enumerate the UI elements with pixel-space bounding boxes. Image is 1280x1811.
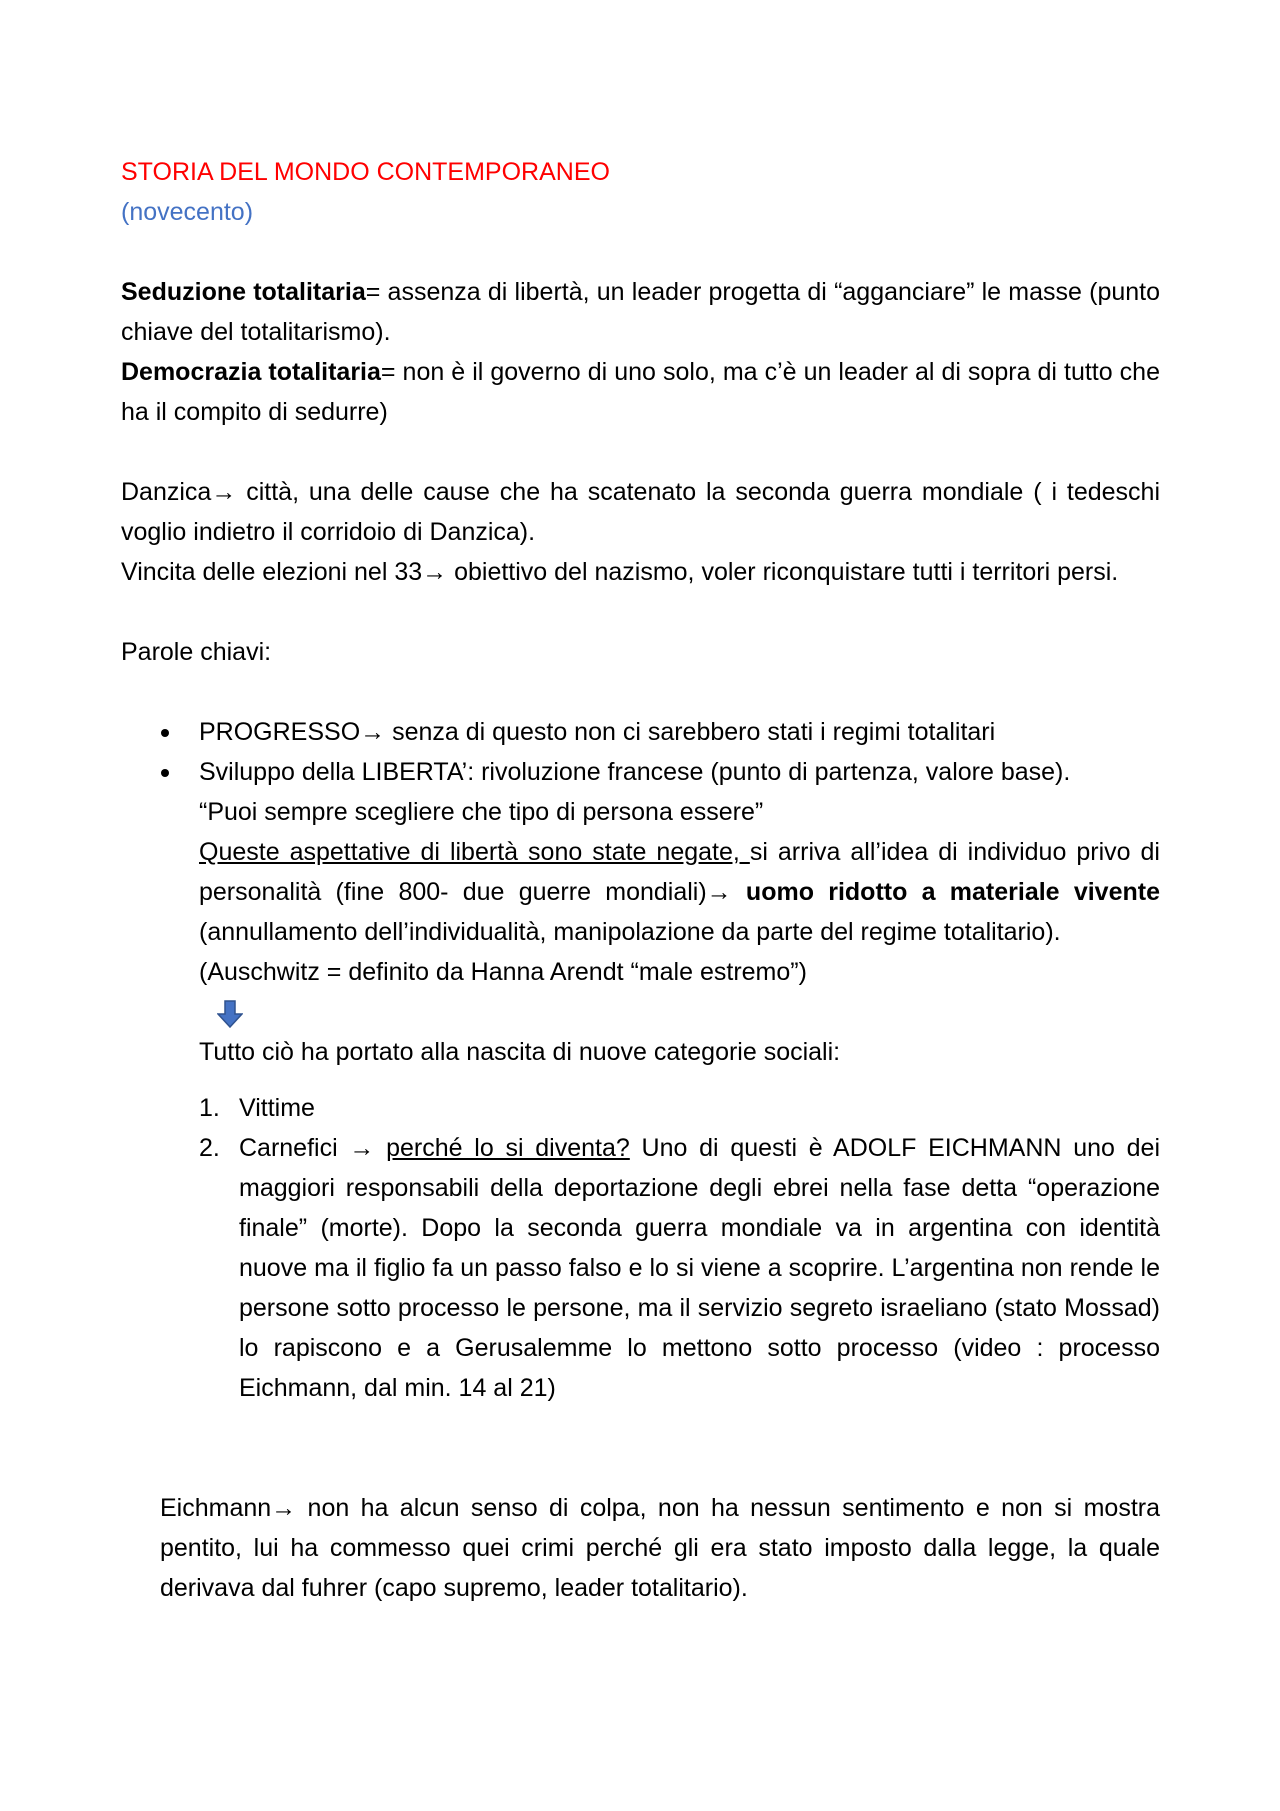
list-lead: Carnefici [239,1134,350,1162]
underlined-text: Queste aspettative di libertà sono state negate, [199,838,750,866]
note-lead: Danzica [121,478,212,506]
list-text: Uno di questi è ADOLF EICHMANN uno dei maggiori responsabili della deportazione degli ebrei nella fase detta “operazione finale” (morte). Dopo la seconda guerra mondiale va in argentina con identità nuove ma il figlio fa un passo falso e lo si viene a scoprire. L’argentina non rende le persone sotto processo le persone, ma il servizio segreto israeliano (stato Mossad) lo rapiscono e a Gerusalemme lo mettono sotto processo (video : processo Eichmann, dal min. 14 al 21) [239,1134,1161,1402]
liberta-line: Sviluppo della LIBERTA’: rivoluzione francese (punto di partenza, valore base). [199,758,1071,786]
keywords-list [121,712,1160,1408]
auschwitz-note: (Auschwitz = definito da Hanna Arendt “male estremo”) [199,958,807,986]
note-text: obiettivo del nazismo, voler riconquistare tutti i territori persi. [447,558,1119,586]
spacer [121,432,1160,472]
spacer [121,1408,1160,1448]
bullet-text: senza di questo non ci sarebbero stati i regimi totalitari [385,718,996,746]
bullet-dot-icon [161,729,169,737]
list-item-liberta [121,752,1160,1408]
definition-text: = non è il governo di uno solo, ma c’è un leader al di sopra di tutto che ha il compito di sedurre) [121,358,1160,426]
bullet-dot-icon [161,769,169,777]
bullet-lead: PROGRESSO [199,718,361,746]
underlined-question: perché lo si diventa? [386,1134,630,1162]
list-text: Vittime [239,1094,315,1122]
definition-democrazia [121,352,1160,432]
liberta-paragraph [199,832,1160,952]
list-item-carnefici [199,1128,1160,1408]
down-arrow-shape [218,1001,242,1027]
arrow-right-icon: → [349,1134,375,1162]
list-number: 1. [199,1094,220,1122]
arrow-right-icon: → [706,878,732,906]
spacer [121,232,1160,272]
down-arrow-icon [217,992,1160,1032]
note-eichmann [160,1488,1160,1608]
document-title: STORIA DEL MONDO CONTEMPORANEO [121,158,610,186]
conclusion-text: Tutto ciò ha portato alla nascita di nuove categorie sociali: [199,1038,841,1066]
list-item-vittime [199,1088,1160,1128]
note-elezioni [121,552,1160,592]
note-text: non ha alcun senso di colpa, non ha nessun sentimento e non si mostra pentito, lui ha commesso quei crimi perché gli era stato imposto dalla legge, la quale derivava dal fuhrer (capo supremo, leader totalitario). [160,1494,1160,1602]
document-subtitle: (novecento) [121,198,254,226]
note-danzica [121,472,1160,552]
bold-text: uomo ridotto a materiale vivente [731,878,1160,906]
arrow-right-icon: → [211,478,237,506]
list-number: 2. [199,1134,220,1162]
categories-list [199,1088,1160,1408]
liberta-quote: “Puoi sempre scegliere che tipo di persona essere” [199,798,764,826]
paragraph-text: (annullamento dell’individualità, manipolazione da parte del regime totalitario). [199,918,1061,946]
keywords-label: Parole chiavi: [121,638,272,666]
spacer [121,592,1160,632]
arrow-right-icon: → [271,1494,297,1522]
spacer [121,1448,1160,1488]
paragraph-text: si arriva all’idea di individuo privo di personalità (fine 800- due guerre mondiali) [199,838,1160,906]
definition-term: Democrazia totalitaria [121,358,381,386]
note-lead: Eichmann [160,1494,272,1522]
note-text: città, una delle cause che ha scatenato la seconda guerra mondiale ( i tedeschi voglio indietro il corridoio di Danzica). [121,478,1160,546]
arrow-right-icon: → [360,718,386,746]
definition-text: = assenza di libertà, un leader progetta di “agganciare” le masse (punto chiave del totalitarismo). [121,278,1161,346]
note-lead: Vincita delle elezioni nel 33 [121,558,423,586]
list-item-progresso [121,712,1160,752]
definition-seduzione [121,272,1160,352]
definition-term: Seduzione totalitaria [121,278,366,306]
arrow-right-icon: → [422,558,448,586]
